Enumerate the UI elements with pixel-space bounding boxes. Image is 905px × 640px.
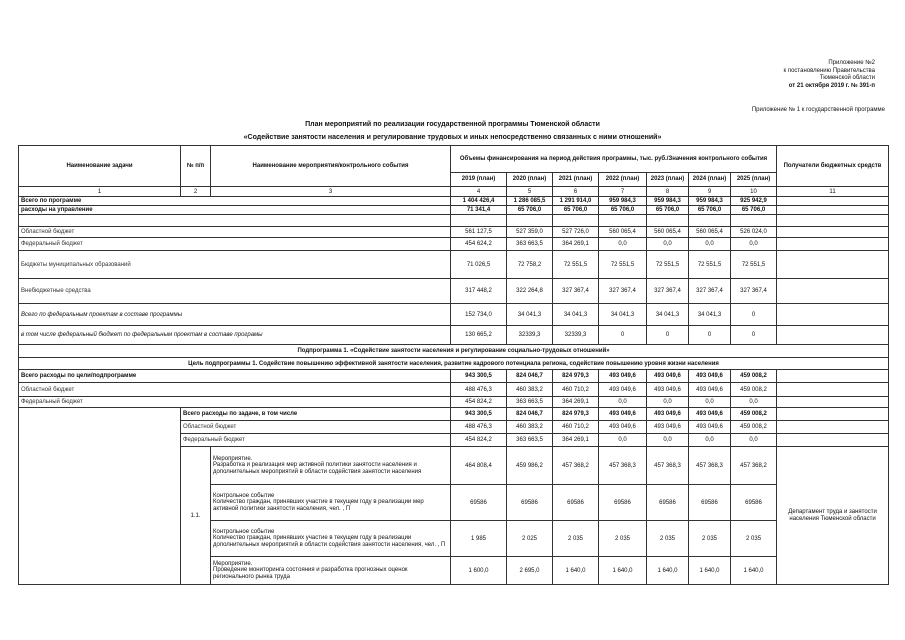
federal-projects-row-value: 34 041,3 bbox=[689, 304, 731, 326]
federal-budget-row-value: 0,0 bbox=[599, 238, 647, 251]
event-value: 1 640,0 bbox=[689, 557, 731, 585]
extrabudget-row-value: 327 367,4 bbox=[599, 279, 647, 304]
federal-budget-row-label: Федеральный бюджет bbox=[19, 238, 451, 251]
recipient-cell: Департамент труда и занятости населения Тюменской области bbox=[777, 447, 889, 585]
extrabudget-row-value: 327 367,4 bbox=[731, 279, 777, 304]
extrabudget-row-value: 327 367,4 bbox=[647, 279, 689, 304]
management-row-value: 65 706,0 bbox=[731, 206, 777, 215]
event-text: Контрольное событие Количество граждан, принявших участие в текущем году в реализации дополнительных мероприятий в области содействия занятости населения, чел. , П bbox=[211, 521, 451, 557]
management-row-value: 65 706,0 bbox=[647, 206, 689, 215]
column-index-10: 10 bbox=[731, 187, 777, 197]
goal-total-row bbox=[19, 370, 889, 383]
task-regional-row-value: 460 710,2 bbox=[553, 421, 599, 434]
event-value: 1 640,0 bbox=[599, 557, 647, 585]
task-name-cell bbox=[19, 408, 181, 585]
federal-projects-fed-row-value: 0 bbox=[647, 326, 689, 345]
federal-projects-fed-row-value: 0 bbox=[599, 326, 647, 345]
management-row-value: 65 706,0 bbox=[553, 206, 599, 215]
federal-projects-fed-row bbox=[19, 326, 889, 345]
task-federal-row-value: 0,0 bbox=[731, 434, 777, 447]
item-number: 1.1. bbox=[181, 447, 211, 585]
federal-projects-row-value: 34 041,3 bbox=[599, 304, 647, 326]
task-federal-row-recipient bbox=[777, 434, 889, 447]
event-value: 2 035 bbox=[647, 521, 689, 557]
management-row-value: 71 341,4 bbox=[451, 206, 507, 215]
total-program-row-value: 959 984,3 bbox=[689, 197, 731, 206]
federal-projects-row-value: 152 734,0 bbox=[451, 304, 507, 326]
management-row-label: расходы на управление bbox=[19, 206, 451, 215]
event-value: 2 025 bbox=[507, 521, 553, 557]
federal-budget-row-value: 0,0 bbox=[731, 238, 777, 251]
column-index-5: 5 bbox=[507, 187, 553, 197]
federal-budget-row-value: 0,0 bbox=[647, 238, 689, 251]
extrabudget-row-value: 327 367,4 bbox=[553, 279, 599, 304]
column-index-4: 4 bbox=[451, 187, 507, 197]
regional-budget-row-value: 560 065,4 bbox=[647, 227, 689, 238]
spacer-cell bbox=[553, 215, 599, 227]
spacer-cell bbox=[507, 215, 553, 227]
federal-projects-row-value: 34 041,3 bbox=[553, 304, 599, 326]
spacer-row bbox=[19, 215, 889, 227]
management-row-value: 65 706,0 bbox=[507, 206, 553, 215]
federal-budget-row bbox=[19, 238, 889, 251]
event-value: 69586 bbox=[731, 485, 777, 521]
annex-line2: к постановлению Правительства bbox=[783, 67, 875, 74]
subprogram-row-text: Подпрограмма 1. «Содействие занятости населения и регулирование социально-трудовых отношений» bbox=[19, 345, 889, 358]
goal-regional-row-value: 493 049,6 bbox=[599, 383, 647, 397]
goal-regional-row-value: 488 476,3 bbox=[451, 383, 507, 397]
header-num: № п/п bbox=[181, 146, 211, 187]
task-total-row-value: 493 049,6 bbox=[647, 408, 689, 421]
event-value: 1 640,0 bbox=[647, 557, 689, 585]
header-recipients: Получатели бюджетных средств bbox=[777, 146, 889, 187]
goal-regional-row bbox=[19, 383, 889, 397]
task-regional-row-value: 493 049,6 bbox=[689, 421, 731, 434]
goal-federal-row-value: 0,0 bbox=[599, 397, 647, 408]
event-value: 69586 bbox=[689, 485, 731, 521]
municipal-budget-row-value: 72 551,5 bbox=[731, 251, 777, 279]
annex1-label: Приложение № 1 к государственной программе bbox=[751, 107, 885, 113]
federal-projects-row-value: 34 041,3 bbox=[647, 304, 689, 326]
total-program-row-value: 1 286 085,5 bbox=[507, 197, 553, 206]
program-title: «Содействие занятости населения и регулирование трудовых и иных непосредственно связанных с ними отношений» bbox=[243, 134, 662, 141]
extrabudget-row-value: 317 448,2 bbox=[451, 279, 507, 304]
extrabudget-row bbox=[19, 279, 889, 304]
total-program-row-recipient bbox=[777, 197, 889, 206]
municipal-budget-row-value: 72 551,5 bbox=[599, 251, 647, 279]
plan-table bbox=[18, 145, 889, 585]
goal-total-row-value: 943 300,5 bbox=[451, 370, 507, 383]
subprogram-row bbox=[19, 345, 889, 358]
spacer-cell bbox=[731, 215, 777, 227]
goal-regional-row-value: 493 049,6 bbox=[689, 383, 731, 397]
column-index-9: 9 bbox=[689, 187, 731, 197]
goal-federal-row-value: 454 824,2 bbox=[451, 397, 507, 408]
spacer-cell bbox=[777, 215, 889, 227]
extrabudget-row-recipient bbox=[777, 279, 889, 304]
goal-total-row-recipient bbox=[777, 370, 889, 383]
task-regional-row-value: 493 049,6 bbox=[599, 421, 647, 434]
column-index-6: 6 bbox=[553, 187, 599, 197]
event-value: 2 035 bbox=[599, 521, 647, 557]
annex-line3: Тюменской области bbox=[819, 75, 875, 81]
federal-projects-fed-row-label: в том числе федеральный бюджет по федеральным проектам в составе програмы bbox=[19, 326, 451, 345]
goal-regional-row-label: Областной бюджет bbox=[19, 383, 451, 397]
task-total-row-value: 824 979,3 bbox=[553, 408, 599, 421]
goal-regional-row-value: 459 008,2 bbox=[731, 383, 777, 397]
regional-budget-row-value: 560 065,4 bbox=[599, 227, 647, 238]
event-text: Мероприятие. Разработка и реализация мер активной политики занятости населения и дополнительных мероприятий в области содействия занятости населения bbox=[211, 447, 451, 485]
year-header-6: 2024 (план) bbox=[689, 173, 731, 187]
task-total-row-value: 493 049,6 bbox=[599, 408, 647, 421]
federal-budget-row-recipient bbox=[777, 238, 889, 251]
task-federal-row-value: 364 269,1 bbox=[553, 434, 599, 447]
header-event: Наименование мероприятия/контрольного события bbox=[211, 146, 451, 187]
task-total-row-value: 493 049,6 bbox=[689, 408, 731, 421]
municipal-budget-row-value: 72 758,2 bbox=[507, 251, 553, 279]
event-value: 459 986,2 bbox=[507, 447, 553, 485]
task-regional-row-value: 460 383,2 bbox=[507, 421, 553, 434]
header-funding: Объемы финансирования на период действия программы, тыс. руб./Значения контрольного события bbox=[451, 146, 777, 173]
goal-regional-row-value: 460 383,2 bbox=[507, 383, 553, 397]
year-header-3: 2021 (план) bbox=[553, 173, 599, 187]
municipal-budget-row-value: 72 551,5 bbox=[647, 251, 689, 279]
federal-budget-row-value: 454 624,2 bbox=[451, 238, 507, 251]
event-value: 1 600,0 bbox=[451, 557, 507, 585]
event-value: 457 368,3 bbox=[599, 447, 647, 485]
goal-row-text: Цель подпрограммы 1. Содействие повышению эффективной занятости населения, развитие кадрового потенциала региона, содействие повышению уровня жизни населения bbox=[19, 358, 889, 370]
federal-projects-fed-row-value: 0 bbox=[731, 326, 777, 345]
event-value: 1 640,0 bbox=[553, 557, 599, 585]
year-header-7: 2025 (план) bbox=[731, 173, 777, 187]
municipal-budget-row bbox=[19, 251, 889, 279]
management-row-value: 65 706,0 bbox=[689, 206, 731, 215]
goal-federal-row-value: 364 269,1 bbox=[553, 397, 599, 408]
task-regional-row-value: 493 049,6 bbox=[647, 421, 689, 434]
annex-label: Приложение №2 bbox=[828, 60, 875, 66]
regional-budget-row-value: 560 065,4 bbox=[689, 227, 731, 238]
federal-projects-row bbox=[19, 304, 889, 326]
task-federal-row-value: 0,0 bbox=[599, 434, 647, 447]
year-header-2: 2020 (план) bbox=[507, 173, 553, 187]
event-value: 457 368,3 bbox=[647, 447, 689, 485]
goal-row bbox=[19, 358, 889, 370]
task-regional-row-value: 459 008,2 bbox=[731, 421, 777, 434]
goal-total-row-value: 824 046,7 bbox=[507, 370, 553, 383]
header-task: Наименование задачи bbox=[19, 146, 181, 187]
total-program-row-value: 1 291 914,0 bbox=[553, 197, 599, 206]
regional-budget-row-value: 527 359,0 bbox=[507, 227, 553, 238]
municipal-budget-row-value: 71 026,5 bbox=[451, 251, 507, 279]
management-row-recipient bbox=[777, 206, 889, 215]
event-value: 1 640,0 bbox=[731, 557, 777, 585]
federal-projects-row-value: 34 041,3 bbox=[507, 304, 553, 326]
management-row bbox=[19, 206, 889, 215]
regional-budget-row-value: 527 726,0 bbox=[553, 227, 599, 238]
event-value: 2 035 bbox=[553, 521, 599, 557]
event-value: 69586 bbox=[599, 485, 647, 521]
goal-total-row-value: 493 049,6 bbox=[599, 370, 647, 383]
task-total-row-label: Всего расходы по задаче, в том числе bbox=[181, 408, 451, 421]
federal-budget-row-value: 364 269,1 bbox=[553, 238, 599, 251]
total-program-row-value: 1 404 426,4 bbox=[451, 197, 507, 206]
document-title: План мероприятий по реализации государственной программы Тюменской области bbox=[305, 121, 600, 128]
task-federal-row-label: Федеральный бюджет bbox=[181, 434, 451, 447]
task-regional-row-recipient bbox=[777, 421, 889, 434]
spacer-cell bbox=[599, 215, 647, 227]
column-index-2: 2 bbox=[181, 187, 211, 197]
column-index-3: 3 bbox=[211, 187, 451, 197]
federal-projects-row-value: 0 bbox=[731, 304, 777, 326]
federal-projects-row-recipient bbox=[777, 304, 889, 326]
total-program-row bbox=[19, 197, 889, 206]
task-federal-row-value: 454 824,2 bbox=[451, 434, 507, 447]
year-header-4: 2022 (план) bbox=[599, 173, 647, 187]
event-value: 2 695,0 bbox=[507, 557, 553, 585]
goal-regional-row-value: 460 710,2 bbox=[553, 383, 599, 397]
federal-projects-fed-row-value: 130 665,2 bbox=[451, 326, 507, 345]
goal-total-row-value: 459 008,2 bbox=[731, 370, 777, 383]
total-program-row-label: Всего по программе bbox=[19, 197, 451, 206]
goal-total-row-label: Всего расходы по цели/подпрограмме bbox=[19, 370, 451, 383]
federal-budget-row-value: 363 663,5 bbox=[507, 238, 553, 251]
spacer-cell bbox=[451, 215, 507, 227]
goal-total-row-value: 493 049,6 bbox=[689, 370, 731, 383]
federal-projects-fed-row-value: 0 bbox=[689, 326, 731, 345]
column-index-1: 1 bbox=[19, 187, 181, 197]
goal-regional-row-recipient bbox=[777, 383, 889, 397]
federal-projects-fed-row-value: 32339,3 bbox=[553, 326, 599, 345]
goal-federal-row-value: 363 663,5 bbox=[507, 397, 553, 408]
task-federal-row-value: 363 663,5 bbox=[507, 434, 553, 447]
column-index-8: 8 bbox=[647, 187, 689, 197]
task-total-row-value: 943 300,5 bbox=[451, 408, 507, 421]
extrabudget-row-label: Внебюджетные средства bbox=[19, 279, 451, 304]
municipal-budget-row-value: 72 551,5 bbox=[689, 251, 731, 279]
task-regional-row-label: Областной бюджет bbox=[181, 421, 451, 434]
annex-header bbox=[675, 60, 875, 90]
task-total-row-value: 824 046,7 bbox=[507, 408, 553, 421]
regional-budget-row-label: Областной бюджет bbox=[19, 227, 451, 238]
municipal-budget-row-recipient bbox=[777, 251, 889, 279]
regional-budget-row bbox=[19, 227, 889, 238]
goal-federal-row-value: 0,0 bbox=[647, 397, 689, 408]
event-value: 2 035 bbox=[731, 521, 777, 557]
goal-federal-row-label: Федеральный бюджет bbox=[19, 397, 451, 408]
spacer-cell bbox=[19, 215, 451, 227]
extrabudget-row-value: 322 264,8 bbox=[507, 279, 553, 304]
event-value: 69586 bbox=[451, 485, 507, 521]
total-program-row-value: 959 984,3 bbox=[599, 197, 647, 206]
task-federal-row-value: 0,0 bbox=[647, 434, 689, 447]
event-value: 69586 bbox=[647, 485, 689, 521]
event-value: 464 808,4 bbox=[451, 447, 507, 485]
regional-budget-row-value: 561 127,5 bbox=[451, 227, 507, 238]
federal-projects-fed-row-recipient bbox=[777, 326, 889, 345]
event-text: Контрольное событие Количество граждан, принявших участие в текущем году в реализации мер активной политики занятости населения, чел. , П bbox=[211, 485, 451, 521]
municipal-budget-row-value: 72 551,5 bbox=[553, 251, 599, 279]
total-program-row-value: 925 942,9 bbox=[731, 197, 777, 206]
goal-federal-row-value: 0,0 bbox=[731, 397, 777, 408]
event-value: 457 368,2 bbox=[731, 447, 777, 485]
goal-total-row-value: 824 979,3 bbox=[553, 370, 599, 383]
event-text: Мероприятие. Проведение мониторинга состояния и разработка прогнозных оценок регионального рынка труда bbox=[211, 557, 451, 585]
municipal-budget-row-label: Бюджеты муниципальных образований bbox=[19, 251, 451, 279]
goal-federal-row bbox=[19, 397, 889, 408]
spacer-cell bbox=[689, 215, 731, 227]
event-value: 457 368,2 bbox=[553, 447, 599, 485]
extrabudget-row-value: 327 367,4 bbox=[689, 279, 731, 304]
regional-budget-row-value: 526 024,0 bbox=[731, 227, 777, 238]
event-value: 2 035 bbox=[689, 521, 731, 557]
goal-federal-row-value: 0,0 bbox=[689, 397, 731, 408]
goal-federal-row-recipient bbox=[777, 397, 889, 408]
goal-total-row-value: 493 049,6 bbox=[647, 370, 689, 383]
task-regional-row-value: 488 476,3 bbox=[451, 421, 507, 434]
column-index-7: 7 bbox=[599, 187, 647, 197]
federal-budget-row-value: 0,0 bbox=[689, 238, 731, 251]
year-header-5: 2023 (план) bbox=[647, 173, 689, 187]
annex-date: от 21 октября 2019 г. № 391-п bbox=[788, 82, 875, 89]
total-program-row-value: 959 984,3 bbox=[647, 197, 689, 206]
task-total-row bbox=[19, 408, 889, 421]
task-total-row-recipient bbox=[777, 408, 889, 421]
event-value: 457 368,3 bbox=[689, 447, 731, 485]
task-total-row-value: 459 008,2 bbox=[731, 408, 777, 421]
event-value: 1 985 bbox=[451, 521, 507, 557]
federal-projects-row-label: Всего по федеральным проектам в составе программы bbox=[19, 304, 451, 326]
event-value: 69586 bbox=[507, 485, 553, 521]
year-header-1: 2019 (план) bbox=[451, 173, 507, 187]
management-row-value: 65 706,0 bbox=[599, 206, 647, 215]
federal-projects-fed-row-value: 32339,3 bbox=[507, 326, 553, 345]
event-value: 69586 bbox=[553, 485, 599, 521]
goal-regional-row-value: 493 049,6 bbox=[647, 383, 689, 397]
column-index-11: 11 bbox=[777, 187, 889, 197]
spacer-cell bbox=[647, 215, 689, 227]
regional-budget-row-recipient bbox=[777, 227, 889, 238]
task-federal-row-value: 0,0 bbox=[689, 434, 731, 447]
